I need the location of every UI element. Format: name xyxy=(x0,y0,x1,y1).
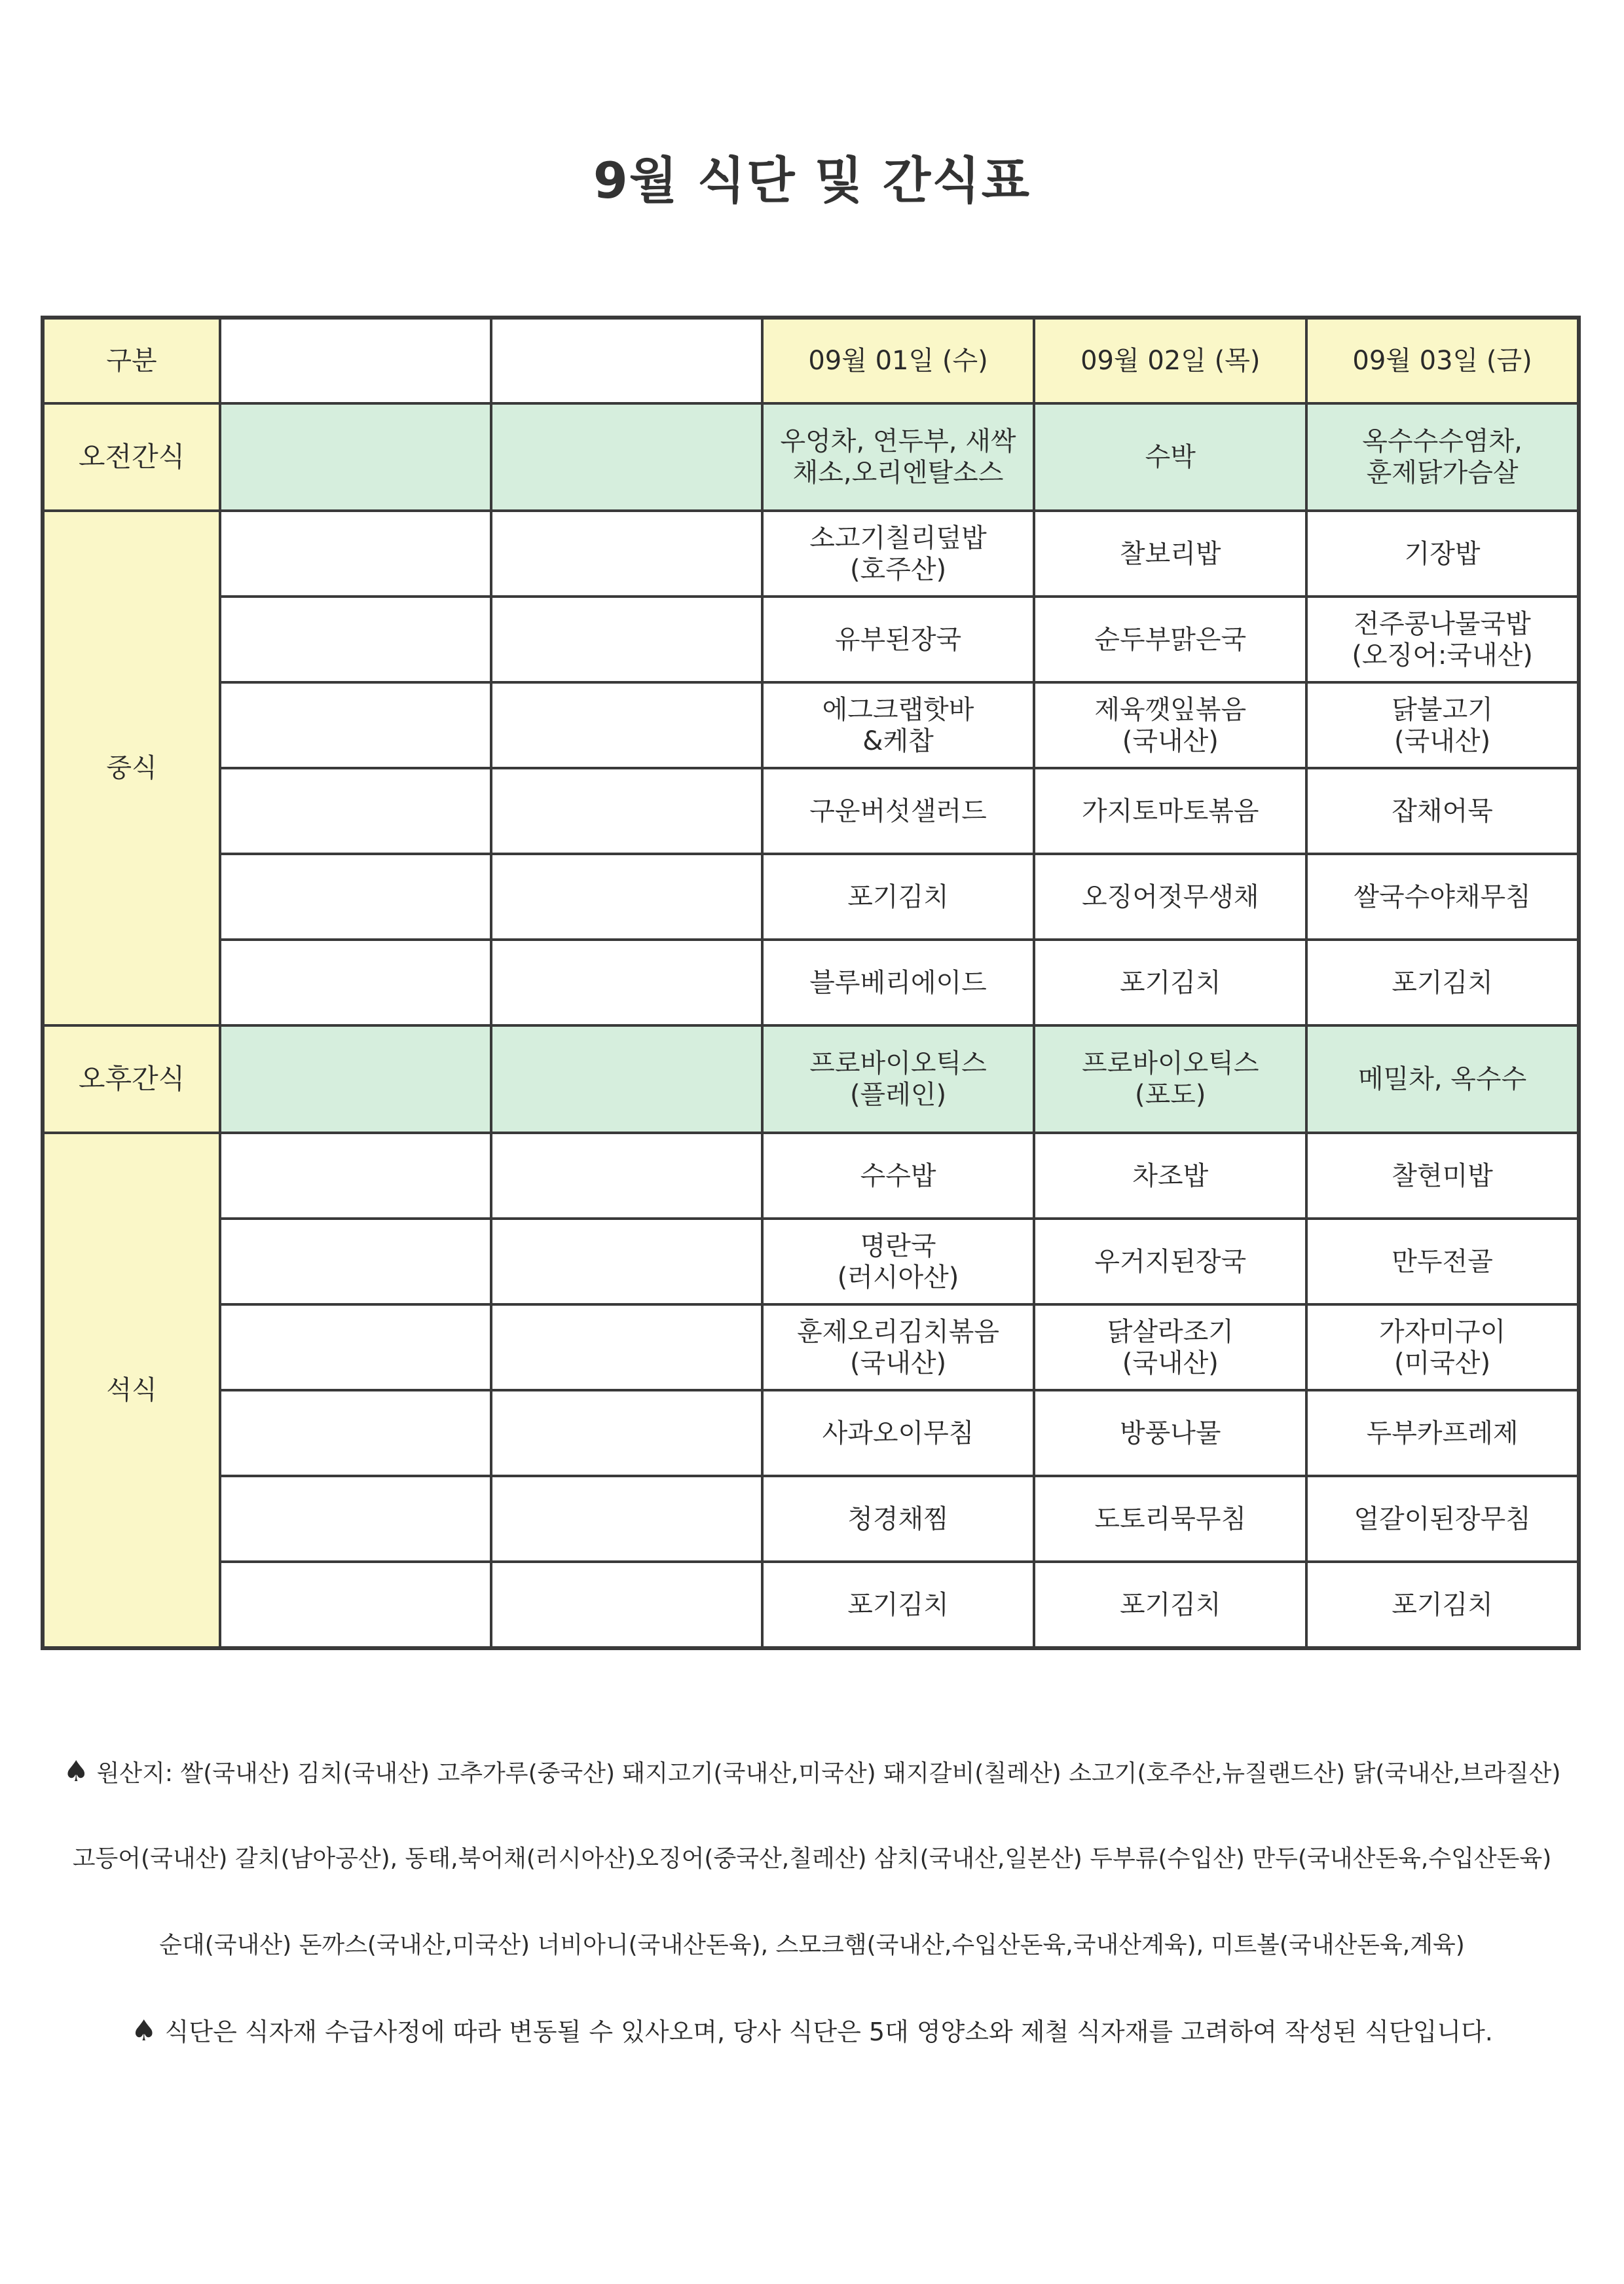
menu-cell: 쌀국수야채무침 xyxy=(1306,854,1579,940)
origin-text: 순대(국내산) 돈까스(국내산,미국산) 너비아니(국내산돈육), 스모크햄(국내산,수입산돈육,국내산계육), 미트볼(국내산돈육,계육) xyxy=(159,1932,1465,1959)
menu-cell: 옥수수수염차, 훈제닭가슴살 xyxy=(1306,403,1579,511)
empty-cell xyxy=(220,403,491,511)
empty-cell xyxy=(491,854,762,940)
menu-cell: 소고기칠리덮밥 (호주산) xyxy=(762,511,1035,597)
menu-cell: 포기김치 xyxy=(762,854,1035,940)
menu-cell: 도토리묵무침 xyxy=(1034,1476,1306,1562)
disclaimer-line xyxy=(39,2012,1585,2048)
empty-cell xyxy=(491,1133,762,1219)
empty-cell xyxy=(220,682,491,768)
day-header: 09월 03일 (금) xyxy=(1306,318,1579,403)
menu-cell: 오징어젓무생채 xyxy=(1034,854,1306,940)
menu-cell: 프로바이오틱스 (플레인) xyxy=(762,1025,1035,1133)
dinner-row xyxy=(43,1219,1579,1304)
menu-cell: 포기김치 xyxy=(1306,1562,1579,1648)
menu-cell: 방풍나물 xyxy=(1034,1390,1306,1476)
lunch-row xyxy=(43,768,1579,854)
menu-cell: 훈제오리김치볶음 (국내산) xyxy=(762,1304,1035,1390)
origin-note-line xyxy=(39,1840,1585,1873)
menu-cell: 찰보리밥 xyxy=(1034,511,1306,597)
menu-cell: 포기김치 xyxy=(1034,940,1306,1025)
menu-cell: 블루베리에이드 xyxy=(762,940,1035,1025)
menu-cell: 기장밥 xyxy=(1306,511,1579,597)
empty-cell xyxy=(220,940,491,1025)
menu-cell: 닭불고기 (국내산) xyxy=(1306,682,1579,768)
empty-cell xyxy=(491,1562,762,1648)
menu-cell: 가자미구이 (미국산) xyxy=(1306,1304,1579,1390)
header-row xyxy=(43,318,1579,403)
spade-icon: ♠ xyxy=(131,2014,157,2048)
spade-icon: ♠ xyxy=(63,1755,90,1788)
empty-cell xyxy=(220,854,491,940)
menu-cell: 차조밥 xyxy=(1034,1133,1306,1219)
empty-cell xyxy=(220,1133,491,1219)
menu-cell: 우거지된장국 xyxy=(1034,1219,1306,1304)
menu-cell: 두부카프레제 xyxy=(1306,1390,1579,1476)
lunch-row xyxy=(43,940,1579,1025)
lunch-row xyxy=(43,511,1579,597)
menu-cell: 전주콩나물국밥 (오징어:국내산) xyxy=(1306,597,1579,682)
empty-cell xyxy=(220,1025,491,1133)
afternoon-snack-label: 오후간식 xyxy=(43,1025,220,1133)
menu-cell: 구운버섯샐러드 xyxy=(762,768,1035,854)
empty-cell xyxy=(491,511,762,597)
dinner-row xyxy=(43,1562,1579,1648)
empty-cell xyxy=(491,1219,762,1304)
empty-cell xyxy=(220,1562,491,1648)
menu-cell: 순두부맑은국 xyxy=(1034,597,1306,682)
dinner-row xyxy=(43,1390,1579,1476)
menu-cell: 얼갈이된장무침 xyxy=(1306,1476,1579,1562)
empty-cell xyxy=(220,1476,491,1562)
afternoon-snack-row xyxy=(43,1025,1579,1133)
empty-header-cell xyxy=(220,318,491,403)
empty-cell xyxy=(491,682,762,768)
menu-cell: 닭살라조기 (국내산) xyxy=(1034,1304,1306,1390)
empty-cell xyxy=(491,1476,762,1562)
morning-snack-row xyxy=(43,403,1579,511)
lunch-row xyxy=(43,597,1579,682)
menu-cell: 명란국 (러시아산) xyxy=(762,1219,1035,1304)
menu-cell: 유부된장국 xyxy=(762,597,1035,682)
disclaimer-text: 식단은 식자재 수급사정에 따라 변동될 수 있사오며, 당사 식단은 5대 영양소와 제철 식자재를 고려하여 작성된 식단입니다. xyxy=(164,2017,1493,2046)
empty-cell xyxy=(491,1304,762,1390)
empty-cell xyxy=(491,940,762,1025)
menu-cell: 잡채어묵 xyxy=(1306,768,1579,854)
empty-cell xyxy=(491,1390,762,1476)
dinner-row xyxy=(43,1476,1579,1562)
menu-cell: 메밀차, 옥수수 xyxy=(1306,1025,1579,1133)
dinner-row xyxy=(43,1304,1579,1390)
menu-cell: 찰현미밥 xyxy=(1306,1133,1579,1219)
menu-cell: 포기김치 xyxy=(762,1562,1035,1648)
origin-text: 고등어(국내산) 갈치(남아공산), 동태,북어채(러시아산)오징어(중국산,칠레산) 삼치(국내산,일본산) 두부류(수입산) 만두(국내산돈육,수입산돈육) xyxy=(72,1845,1552,1872)
menu-cell: 포기김치 xyxy=(1034,1562,1306,1648)
page-title: 9월 식단 및 간식표 xyxy=(593,151,1031,210)
empty-cell xyxy=(220,768,491,854)
day-header: 09월 02일 (목) xyxy=(1034,318,1306,403)
empty-cell xyxy=(491,597,762,682)
menu-cell: 포기김치 xyxy=(1306,940,1579,1025)
empty-cell xyxy=(491,403,762,511)
empty-cell xyxy=(491,1025,762,1133)
menu-cell: 청경채찜 xyxy=(762,1476,1035,1562)
menu-cell: 가지토마토볶음 xyxy=(1034,768,1306,854)
lunch-label: 중식 xyxy=(43,511,220,1025)
menu-cell: 우엉차, 연두부, 새싹 채소,오리엔탈소스 xyxy=(762,403,1035,511)
empty-cell xyxy=(220,511,491,597)
dinner-row xyxy=(43,1133,1579,1219)
category-header: 구분 xyxy=(43,318,220,403)
morning-snack-label: 오전간식 xyxy=(43,403,220,511)
menu-cell: 제육깻잎볶음 (국내산) xyxy=(1034,682,1306,768)
menu-cell: 프로바이오틱스 (포도) xyxy=(1034,1025,1306,1133)
menu-cell: 수수밥 xyxy=(762,1133,1035,1219)
empty-cell xyxy=(220,1219,491,1304)
lunch-row xyxy=(43,682,1579,768)
origin-note-line xyxy=(39,1926,1585,1960)
empty-cell xyxy=(220,1390,491,1476)
menu-cell: 만두전골 xyxy=(1306,1219,1579,1304)
empty-header-cell xyxy=(491,318,762,403)
meal-schedule-table xyxy=(41,316,1581,1650)
menu-cell: 에그크랩핫바 &케찹 xyxy=(762,682,1035,768)
empty-cell xyxy=(220,1304,491,1390)
empty-cell xyxy=(220,597,491,682)
lunch-row xyxy=(43,854,1579,940)
origin-note-line xyxy=(39,1755,1585,1788)
day-header: 09월 01일 (수) xyxy=(762,318,1035,403)
menu-cell: 수박 xyxy=(1034,403,1306,511)
menu-cell: 사과오이무침 xyxy=(762,1390,1035,1476)
empty-cell xyxy=(491,768,762,854)
origin-text: 원산지: 쌀(국내산) 김치(국내산) 고추가루(중국산) 돼지고기(국내산,미국산) 돼지갈비(칠레산) 소고기(호주산,뉴질랜드산) 닭(국내산,브라질산) xyxy=(96,1760,1561,1787)
dinner-label: 석식 xyxy=(43,1133,220,1648)
